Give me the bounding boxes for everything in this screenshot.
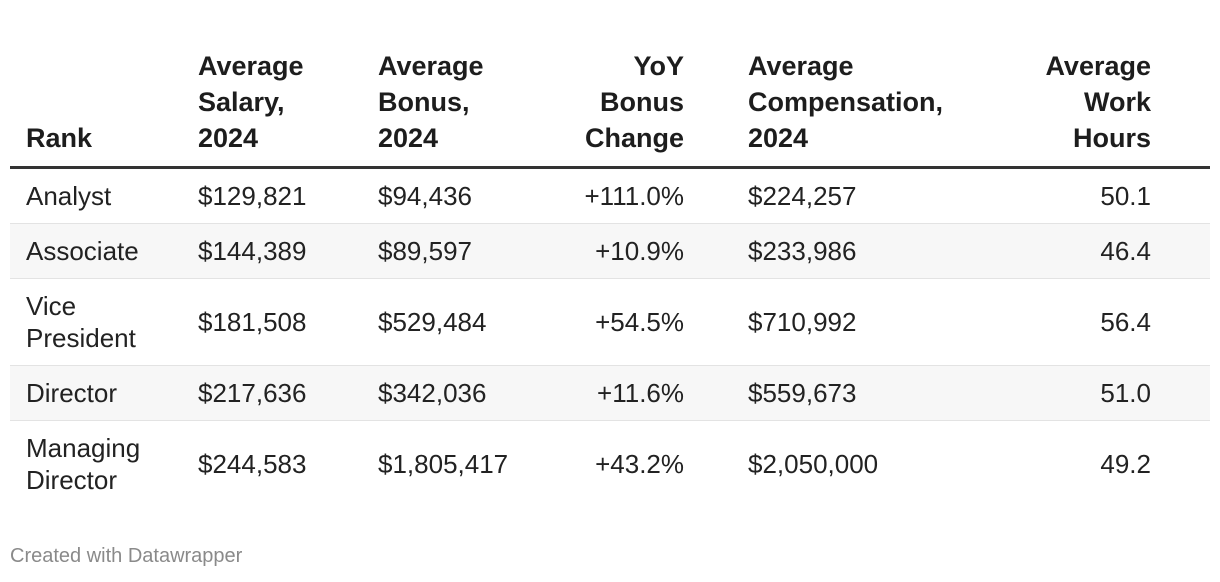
cell-hours: 50.1 <box>1100 181 1151 211</box>
cell-bonus: $529,484 <box>378 307 487 337</box>
cell-yoy: +11.6% <box>597 378 684 408</box>
cell-salary: $244,583 <box>198 449 307 479</box>
cell-bonus: $1,805,417 <box>378 449 509 479</box>
cell-rank <box>10 279 198 366</box>
header-average-bonus[interactable] <box>378 40 558 168</box>
datawrapper-credit[interactable]: Created with Datawrapper <box>10 545 243 567</box>
table-header-row <box>10 40 1210 168</box>
cell-rank: Director <box>26 378 118 408</box>
compensation-table <box>10 40 1210 507</box>
header-yoy-bonus-change[interactable] <box>558 40 684 168</box>
cell-hours: 51.0 <box>1100 378 1151 408</box>
cell-bonus: $89,597 <box>378 236 472 266</box>
header-rank[interactable]: Rank <box>26 123 93 153</box>
cell-rank-label: Managing Director <box>26 433 141 495</box>
cell-yoy: +43.2% <box>595 449 684 479</box>
cell-rank: Analyst <box>26 181 112 211</box>
table-row <box>10 168 1210 224</box>
cell-rank: Associate <box>26 236 139 266</box>
cell-rank <box>10 421 198 508</box>
table-row <box>10 366 1210 421</box>
header-average-work-hours-label: Average Work Hours <box>1045 51 1151 153</box>
cell-compensation: $2,050,000 <box>748 449 879 479</box>
cell-bonus: $342,036 <box>378 378 487 408</box>
header-average-compensation[interactable] <box>684 40 1010 168</box>
cell-yoy: +54.5% <box>595 307 684 337</box>
cell-compensation: $233,986 <box>748 236 857 266</box>
cell-hours: 46.4 <box>1100 236 1151 266</box>
cell-yoy: +111.0% <box>584 181 684 211</box>
header-average-bonus-label: Average Bonus, 2024 <box>378 51 484 153</box>
header-yoy-bonus-change-label: YoY Bonus Change <box>584 51 684 153</box>
cell-compensation: $559,673 <box>748 378 857 408</box>
header-average-compensation-label: Average Compensation, 2024 <box>748 51 944 153</box>
cell-compensation: $224,257 <box>748 181 857 211</box>
cell-salary: $181,508 <box>198 307 307 337</box>
table-row <box>10 224 1210 279</box>
header-average-salary-label: Average Salary, 2024 <box>198 51 304 153</box>
cell-bonus: $94,436 <box>378 181 472 211</box>
cell-salary: $129,821 <box>198 181 307 211</box>
cell-hours: 56.4 <box>1100 307 1151 337</box>
table-row <box>10 421 1210 508</box>
compensation-table-container <box>10 40 1210 507</box>
cell-compensation: $710,992 <box>748 307 857 337</box>
header-average-work-hours[interactable] <box>1010 40 1210 168</box>
cell-hours: 49.2 <box>1100 449 1151 479</box>
cell-rank-label: Vice President <box>26 291 136 353</box>
cell-salary: $217,636 <box>198 378 307 408</box>
table-row <box>10 279 1210 366</box>
header-average-salary[interactable] <box>198 40 378 168</box>
cell-yoy: +10.9% <box>595 236 684 266</box>
cell-salary: $144,389 <box>198 236 307 266</box>
